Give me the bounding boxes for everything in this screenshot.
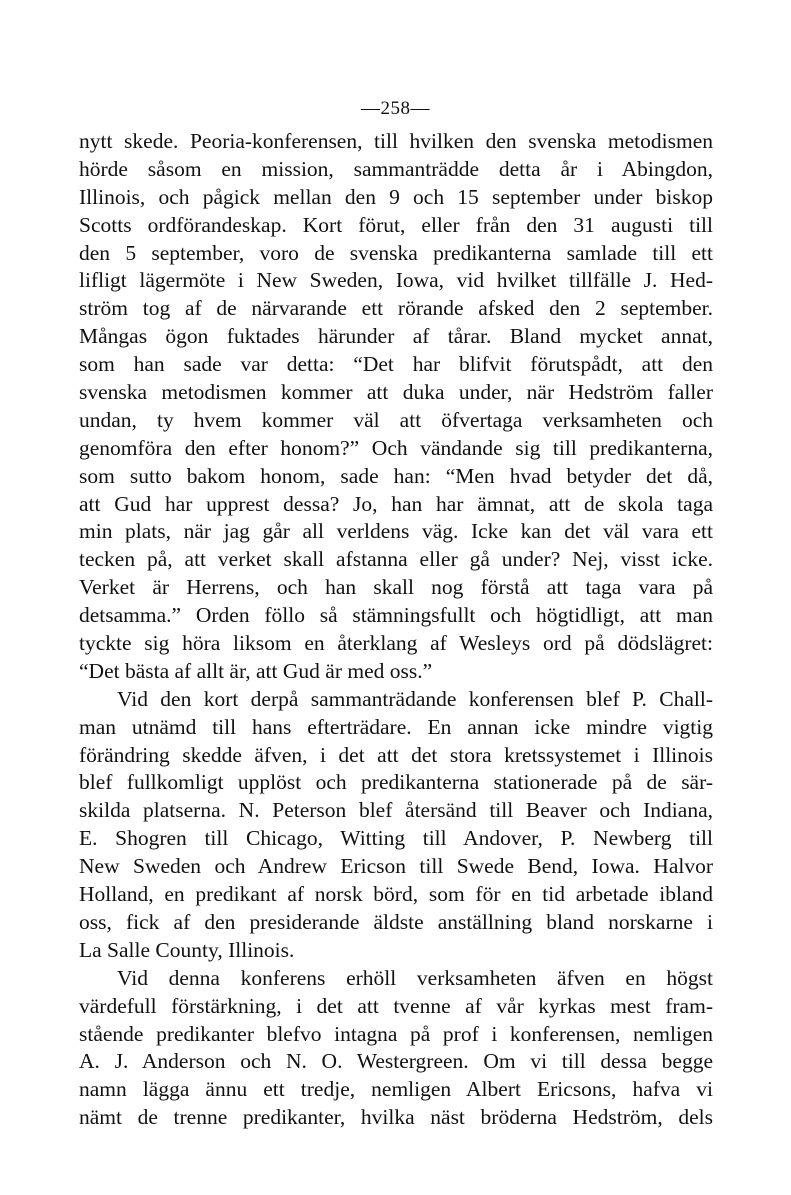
text-line: svenska metodismen kommer att duka under, när Hedström faller <box>79 380 713 405</box>
body-text <box>79 128 713 1132</box>
text-line: detsamma.” Orden föllo så stämningsfullt och högtidligt, att man <box>79 603 713 628</box>
text-line: Mångas ögon fuktades härunder af tårar. Bland mycket annat, <box>79 324 713 349</box>
text-line: undan, ty hvem kommer väl att öfvertaga verksamheten och <box>79 407 713 432</box>
text-line: värdefull förstärkning, i det att tvenne af vår kyrkas mest fram- <box>79 993 713 1018</box>
text-line: stående predikanter blefvo intagna på prof i konferensen, nemligen <box>79 1021 713 1046</box>
text-line: namn lägga ännu ett tredje, nemligen Albert Ericsons, hafva vi <box>79 1077 713 1102</box>
text-line: A. J. Anderson och N. O. Westergreen. Om vi till dessa begge <box>79 1049 713 1074</box>
text-line: genomföra den efter honom?” Och vändande sig till predikanterna, <box>79 435 713 460</box>
text-line: skilda platserna. N. Peterson blef återsänd till Beaver och Indiana, <box>79 798 713 823</box>
page-number: —258— <box>361 98 430 119</box>
text-line: oss, fick af den presiderande äldste anställning bland norskarne i <box>79 909 713 934</box>
text-line: “Det bästa af allt är, att Gud är med oss.” <box>79 658 433 683</box>
text-line: nytt skede. Peoria-konferensen, till hvilken den svenska metodismen <box>79 129 713 153</box>
text-line: ström tog af de närvarande ett rörande afsked den 2 september. <box>79 296 713 321</box>
text-line: den 5 september, voro de svenska predikanterna samlade till ett <box>79 240 713 265</box>
text-line: Holland, en predikant af norsk börd, som för en tid arbetade ibland <box>79 882 713 907</box>
text-line: blef fullkomligt upplöst och predikanterna stationerade på de sär- <box>79 770 713 795</box>
text-line: E. Shogren till Chicago, Witting till Andover, P. Newberg till <box>79 826 713 851</box>
text-line: att Gud har upprest dessa? Jo, han har ämnat, att de skola taga <box>79 491 713 516</box>
text-line: man utnämd till hans efterträdare. En annan icke mindre vigtig <box>79 714 713 739</box>
text-line: Illinois, och pågick mellan den 9 och 15 september under biskop <box>79 184 713 209</box>
text-line: Vid denna konferens erhöll verksamheten äfven en högst <box>117 965 713 990</box>
text-line: som han sade var detta: “Det har blifvit förutspådt, att den <box>79 352 713 377</box>
text-line: tyckte sig höra liksom en återklang af Wesleys ord på dödslägret: <box>79 631 713 656</box>
text-line: förändring skedde äfven, i det att det stora kretssystemet i Illinois <box>79 742 713 767</box>
text-line: min plats, när jag går all verldens väg. Icke kan det väl vara ett <box>79 519 713 544</box>
text-line: tecken på, att verket skall afstanna eller gå under? Nej, visst icke. <box>79 547 713 572</box>
text-line: hörde såsom en mission, sammanträdde detta år i Abingdon, <box>79 156 713 181</box>
text-line: New Sweden och Andrew Ericson till Swede Bend, Iowa. Halvor <box>79 854 713 879</box>
text-line: Verket är Herrens, och han skall nog förstå att taga vara på <box>79 575 713 600</box>
text-line: som sutto bakom honom, sade han: “Men hvad betyder det då, <box>79 463 713 488</box>
text-line: lifligt lägermöte i New Sweden, Iowa, vid hvilket tillfälle J. Hed- <box>79 268 713 293</box>
text-line: La Salle County, Illinois. <box>79 937 295 962</box>
text-line: Scotts ordförandeskap. Kort förut, eller från den 31 augusti till <box>79 212 713 237</box>
text-line: nämt de trenne predikanter, hvilka näst bröderna Hedström, dels <box>79 1105 713 1130</box>
text-line: Vid den kort derpå sammanträdande konferensen blef P. Chall- <box>117 686 713 711</box>
